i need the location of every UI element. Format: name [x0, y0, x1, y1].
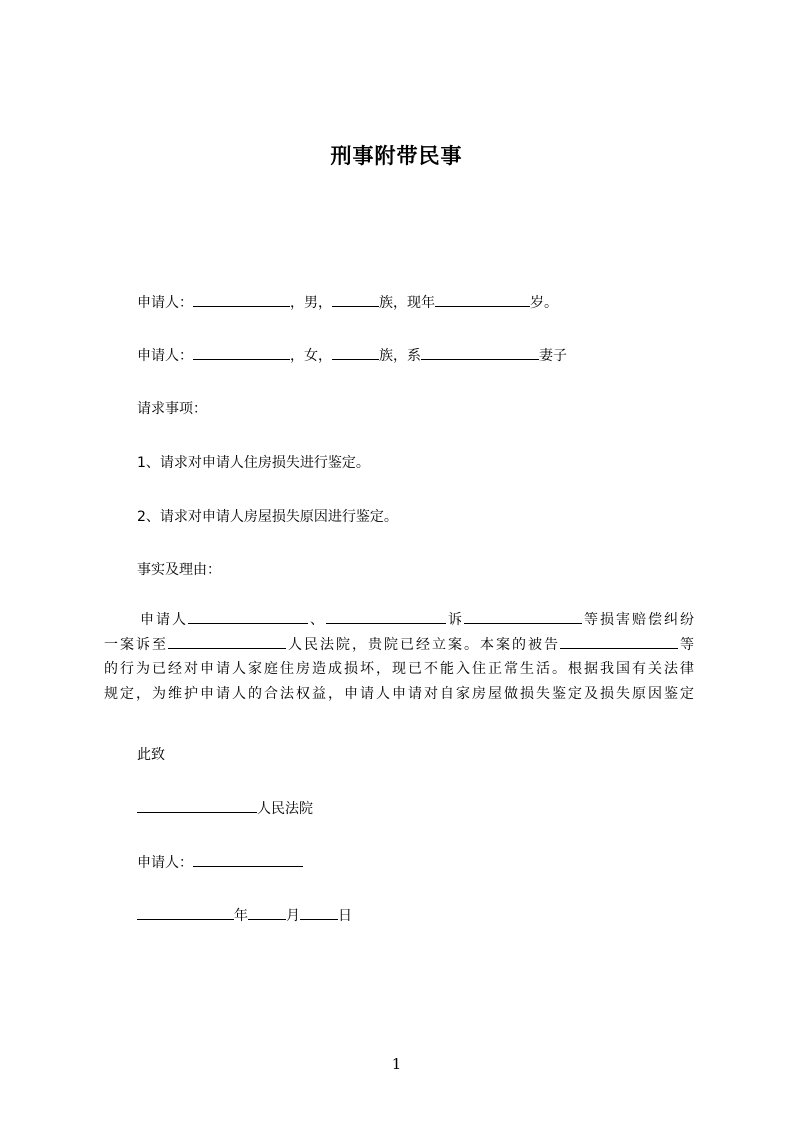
facts-line-1: [104, 608, 694, 633]
facts-court-text: 人民法院，贵院已经立案。本案的被告: [286, 636, 560, 653]
facts-defendant-name-blank: [560, 634, 678, 649]
month-blank: [248, 905, 286, 920]
applicant-1-gender: ，男，: [290, 295, 332, 311]
signature-line: [137, 852, 303, 873]
applicant-1-nation-label: 族，现年: [379, 295, 435, 311]
document-title: 刑事附带民事: [330, 144, 463, 168]
year-blank: [137, 905, 234, 920]
court-addressee: [137, 798, 313, 819]
applicant-2-relation: 妻子: [539, 348, 567, 364]
day-label: 日: [338, 908, 352, 924]
applicant-2-relation-blank: [421, 345, 539, 360]
applicant-2-label: 申请人：: [137, 348, 193, 364]
facts-party-2-blank: [326, 609, 446, 624]
applicant-2-gender: ，女，: [290, 348, 332, 364]
court-name-blank: [137, 798, 257, 813]
facts-party-1-blank: [188, 609, 308, 624]
facts-line-3: 的行为已经对申请人家庭住房造成损坏，现已不能入住正常生活。根据我国有关法律: [104, 661, 694, 677]
applicant-2-name-blank: [193, 345, 290, 360]
facts-paragraph: [104, 608, 694, 706]
date-line: [137, 905, 352, 926]
applicant-2-nation-blank: [332, 345, 379, 360]
request-item-2: 2、请求对申请人房屋损失原因进行鉴定。: [137, 509, 398, 525]
applicant-2-nation-label: 族，系: [379, 348, 421, 364]
year-label: 年: [234, 908, 248, 924]
applicant-2-line: [137, 345, 567, 366]
applicant-1-label: 申请人：: [137, 295, 193, 311]
facts-separator: 、: [308, 612, 326, 628]
facts-defendant-blank: [464, 609, 582, 624]
facts-filed-label: 一案诉至: [104, 636, 168, 653]
facts-etc: 等: [678, 636, 694, 653]
page-number: 1: [391, 1055, 402, 1073]
facts-line-2: [104, 633, 694, 658]
court-suffix: 人民法院: [257, 801, 313, 817]
signature-blank: [193, 852, 303, 867]
facts-heading: 事实及理由：: [137, 562, 221, 578]
facts-court-blank: [168, 634, 286, 649]
month-label: 月: [286, 908, 300, 924]
facts-applicant-label: 申请人: [140, 612, 188, 628]
closing-salutation: 此致: [137, 747, 165, 763]
applicant-1-line: [137, 292, 558, 313]
facts-line-4: 规定，为维护申请人的合法权益，申请人申请对自家房屋做损失鉴定及损失原因鉴定: [104, 685, 694, 702]
applicant-1-name-blank: [193, 292, 290, 307]
facts-sue-label: 诉: [446, 612, 464, 628]
applicant-1-age-blank: [435, 292, 530, 307]
applicant-1-age-suffix: 岁。: [530, 295, 558, 311]
request-heading: 请求事项：: [137, 401, 207, 417]
signature-label: 申请人：: [137, 855, 193, 871]
request-item-1: 1、请求对申请人住房损失进行鉴定。: [137, 455, 370, 471]
facts-case-type: 等损害赔偿纠纷: [582, 612, 694, 628]
applicant-1-nation-blank: [332, 292, 379, 307]
day-blank: [300, 905, 338, 920]
